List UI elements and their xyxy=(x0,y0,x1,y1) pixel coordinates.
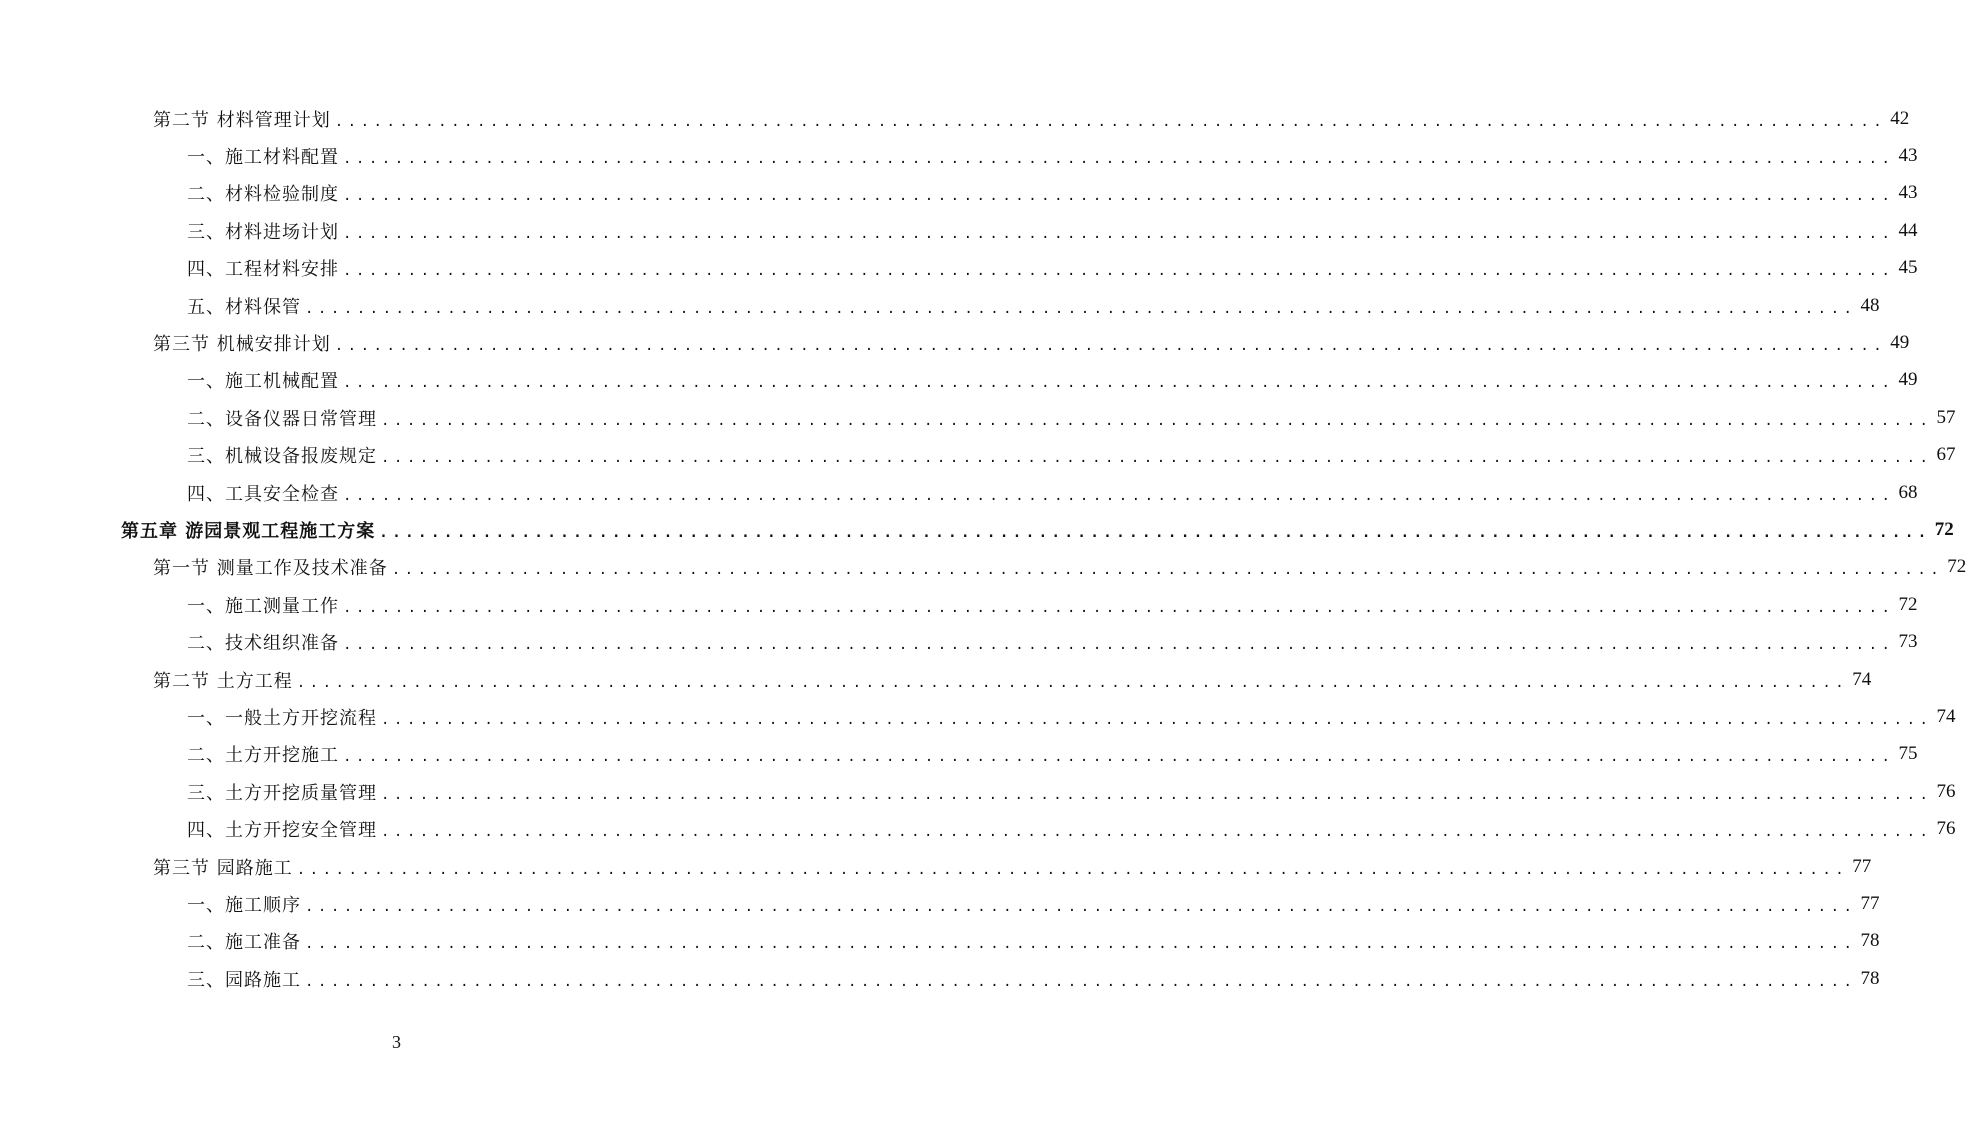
toc-dot-leader: ........................................................................................................................ xyxy=(381,786,1933,803)
toc-entry-title: 一、施工顺序 xyxy=(187,894,301,916)
toc-entry-title: 三、土方开挖质量管理 xyxy=(187,782,377,804)
toc-entry-page: 43 xyxy=(1898,182,1918,204)
toc-entry-title: 五、材料保管 xyxy=(187,296,301,318)
toc-entry-page: 76 xyxy=(1936,780,1956,802)
toc-subsection-entry[interactable] xyxy=(0,586,1918,623)
toc-dot-leader: ........................................................................................................................ xyxy=(379,524,1931,541)
toc-entry-title: 第三节 园路施工 xyxy=(153,857,293,879)
toc-entry-title: 三、机械设备报废规定 xyxy=(187,446,377,468)
toc-dot-leader: ........................................................................................................................ xyxy=(334,113,1887,130)
toc-dot-leader: ........................................................................................................................ xyxy=(343,188,1895,205)
toc-dot-leader: ........................................................................................................................ xyxy=(296,861,1849,878)
toc-dot-leader: ........................................................................................................................ xyxy=(381,711,1933,728)
toc-entry-page: 78 xyxy=(1860,967,1880,989)
toc-dot-leader: ........................................................................................................................ xyxy=(334,338,1887,355)
toc-dot-leader: ........................................................................................................................ xyxy=(305,898,1857,915)
toc-entry-page: 78 xyxy=(1860,930,1880,952)
toc-dot-leader: ........................................................................................................................ xyxy=(381,412,1933,429)
toc-entry-title: 二、施工准备 xyxy=(187,932,301,954)
toc-subsection-entry[interactable] xyxy=(0,250,1918,287)
toc-dot-leader: ........................................................................................................................ xyxy=(381,450,1933,467)
toc-entry-page: 49 xyxy=(1898,369,1918,391)
toc-section-entry[interactable] xyxy=(0,549,1966,586)
toc-subsection-entry[interactable] xyxy=(0,736,1918,773)
toc-entry-page: 72 xyxy=(1898,593,1918,615)
toc-section-entry[interactable] xyxy=(0,100,1910,137)
toc-subsection-entry[interactable] xyxy=(0,923,1880,960)
toc-entry-page: 76 xyxy=(1936,818,1956,840)
toc-entry-page: 43 xyxy=(1898,145,1918,167)
toc-entry-page: 72 xyxy=(1934,518,1954,540)
toc-entry-page: 67 xyxy=(1936,444,1956,466)
toc-entry-title: 二、设备仪器日常管理 xyxy=(187,408,377,430)
toc-entry-title: 二、土方开挖施工 xyxy=(187,745,339,767)
toc-dot-leader: ........................................................................................................................ xyxy=(343,263,1895,280)
table-of-contents xyxy=(0,100,1966,997)
toc-entry-page: 42 xyxy=(1890,107,1910,129)
toc-section-entry[interactable] xyxy=(0,848,1872,885)
toc-entry-title: 三、材料进场计划 xyxy=(187,221,339,243)
toc-entry-title: 第二节 材料管理计划 xyxy=(153,109,331,131)
toc-subsection-entry[interactable] xyxy=(0,810,1956,847)
toc-subsection-entry[interactable] xyxy=(0,885,1880,922)
toc-entry-page: 45 xyxy=(1898,257,1918,279)
toc-entry-page: 68 xyxy=(1898,481,1918,503)
toc-section-entry[interactable] xyxy=(0,324,1910,361)
toc-dot-leader: ........................................................................................................................ xyxy=(391,562,1944,579)
toc-entry-page: 72 xyxy=(1947,556,1966,578)
toc-subsection-entry[interactable] xyxy=(0,287,1880,324)
toc-subsection-entry[interactable] xyxy=(0,137,1918,174)
toc-entry-title: 二、材料检验制度 xyxy=(187,184,339,206)
toc-dot-leader: ........................................................................................................................ xyxy=(305,973,1857,990)
toc-dot-leader: ........................................................................................................................ xyxy=(343,225,1895,242)
toc-dot-leader: ........................................................................................................................ xyxy=(343,487,1895,504)
toc-subsection-entry[interactable] xyxy=(0,960,1880,997)
toc-entry-title: 四、土方开挖安全管理 xyxy=(187,820,377,842)
toc-subsection-entry[interactable] xyxy=(0,175,1918,212)
toc-entry-title: 第一节 测量工作及技术准备 xyxy=(153,558,388,580)
toc-entry-title: 第五章 游园景观工程施工方案 xyxy=(121,520,376,542)
toc-entry-title: 第三节 机械安排计划 xyxy=(153,334,331,356)
toc-dot-leader: ........................................................................................................................ xyxy=(343,375,1895,392)
toc-dot-leader: ........................................................................................................................ xyxy=(343,599,1895,616)
toc-entry-page: 44 xyxy=(1898,219,1918,241)
toc-entry-title: 一、施工材料配置 xyxy=(187,147,339,169)
toc-entry-title: 四、工具安全检查 xyxy=(187,483,339,505)
toc-section-entry[interactable] xyxy=(0,661,1872,698)
toc-entry-page: 57 xyxy=(1936,406,1956,428)
toc-entry-page: 75 xyxy=(1898,743,1918,765)
toc-entry-title: 一、施工机械配置 xyxy=(187,371,339,393)
toc-dot-leader: ........................................................................................................................ xyxy=(296,674,1849,691)
toc-entry-page: 74 xyxy=(1936,705,1956,727)
toc-subsection-entry[interactable] xyxy=(0,212,1918,249)
toc-subsection-entry[interactable] xyxy=(0,698,1956,735)
toc-subsection-entry[interactable] xyxy=(0,623,1918,660)
toc-entry-page: 49 xyxy=(1890,332,1910,354)
toc-entry-page: 74 xyxy=(1852,668,1872,690)
toc-entry-page: 77 xyxy=(1852,855,1872,877)
toc-dot-leader: ........................................................................................................................ xyxy=(343,151,1895,168)
toc-dot-leader: ........................................................................................................................ xyxy=(305,936,1857,953)
toc-chapter-entry[interactable] xyxy=(0,511,1954,548)
page-number: 3 xyxy=(392,1032,401,1052)
toc-entry-page: 77 xyxy=(1860,892,1880,914)
toc-subsection-entry[interactable] xyxy=(0,362,1918,399)
toc-subsection-entry[interactable] xyxy=(0,773,1956,810)
toc-entry-title: 三、园路施工 xyxy=(187,969,301,991)
toc-entry-page: 73 xyxy=(1898,631,1918,653)
toc-entry-title: 第二节 土方工程 xyxy=(153,670,293,692)
toc-dot-leader: ........................................................................................................................ xyxy=(381,824,1933,841)
toc-entry-title: 一、施工测量工作 xyxy=(187,595,339,617)
toc-entry-title: 一、一般土方开挖流程 xyxy=(187,707,377,729)
toc-dot-leader: ........................................................................................................................ xyxy=(343,637,1895,654)
toc-entry-title: 二、技术组织准备 xyxy=(187,633,339,655)
toc-subsection-entry[interactable] xyxy=(0,437,1956,474)
toc-subsection-entry[interactable] xyxy=(0,474,1918,511)
toc-entry-page: 48 xyxy=(1860,294,1880,316)
toc-subsection-entry[interactable] xyxy=(0,399,1956,436)
toc-entry-title: 四、工程材料安排 xyxy=(187,259,339,281)
toc-dot-leader: ........................................................................................................................ xyxy=(305,300,1857,317)
toc-dot-leader: ........................................................................................................................ xyxy=(343,749,1895,766)
